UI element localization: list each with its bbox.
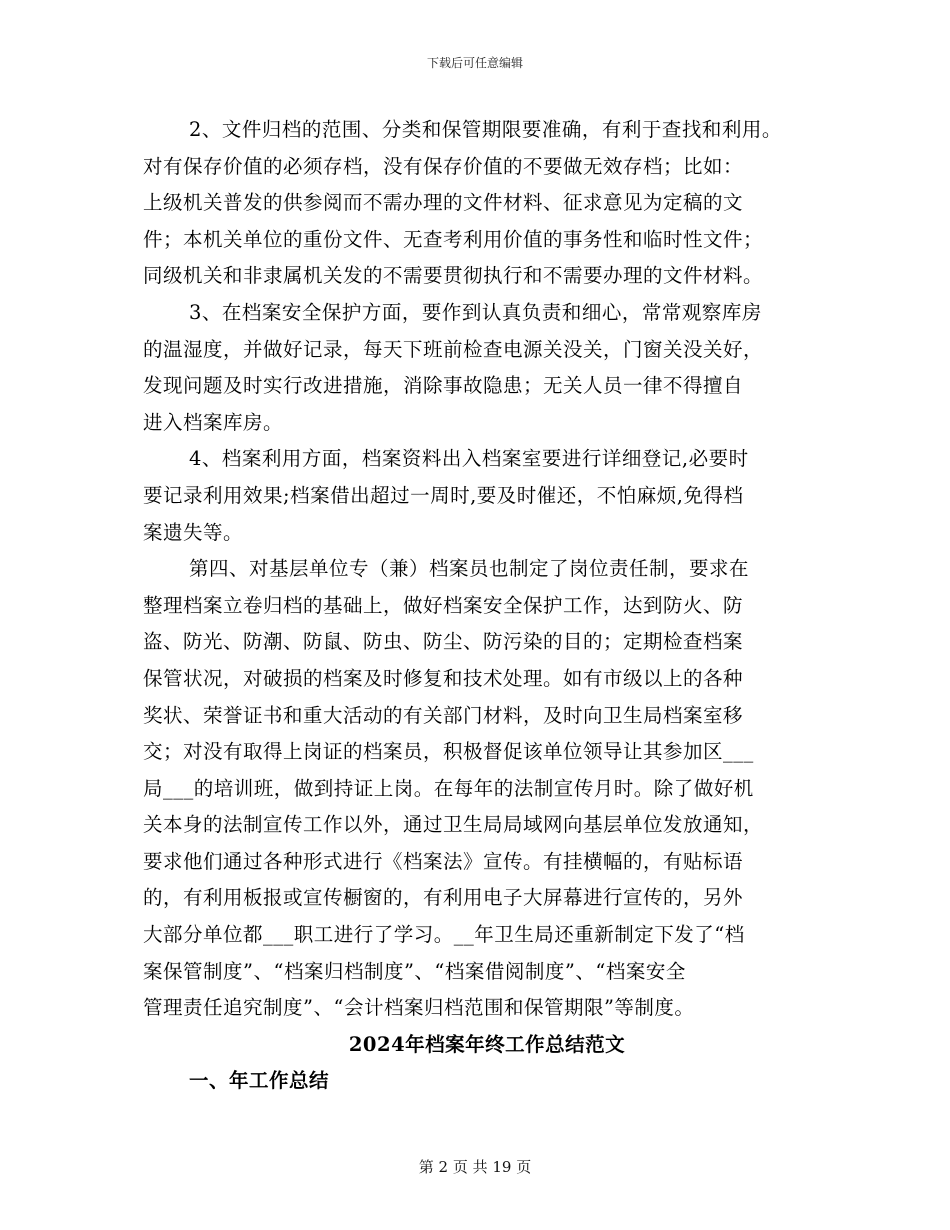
text-line: 第四、对基层单位专（兼）档案员也制定了岗位责任制，要求在 bbox=[189, 557, 750, 581]
paragraph-fourth bbox=[143, 551, 823, 1027]
text-line: 局___的培训班，做到持证上岗。在每年的法制宣传月时。除了做好机 bbox=[143, 776, 754, 800]
paragraph-item-2 bbox=[143, 112, 823, 295]
text-line: 4、档案利用方面，档案资料出入档案室要进行详细登记,必要时 bbox=[189, 447, 749, 471]
text-line: 整理档案立卷归档的基础上，做好档案安全保护工作，达到防火、防 bbox=[143, 593, 744, 617]
text-line: 大部分单位都___职工进行了学习。__年卫生局还重新制定下发了“档 bbox=[143, 923, 745, 947]
text-line: 交；对没有取得上岗证的档案员，积极督促该单位领导让其参加区___ bbox=[143, 740, 754, 764]
paragraph-item-3 bbox=[143, 295, 823, 441]
text-line: 奖状、荣誉证书和重大活动的有关部门材料，及时向卫生局档案室移 bbox=[143, 703, 744, 727]
text-line: 对有保存价值的必须存档，没有保存价值的不要做无效存档；比如： bbox=[143, 154, 744, 178]
text-line: 保管状况，对破损的档案及时修复和技术处理。如有市级以上的各种 bbox=[143, 666, 744, 690]
text-line: 上级机关普发的供参阅而不需办理的文件材料、征求意见为定稿的文 bbox=[143, 191, 744, 215]
header-note: 下载后可任意编辑 bbox=[426, 56, 523, 70]
text-line: 2、文件归档的范围、分类和保管期限要准确，有利于查找和利用。 bbox=[189, 118, 782, 141]
text-line: 进入档案库房。 bbox=[143, 410, 284, 434]
text-line: 要记录利用效果;档案借出超过一周时,要及时催还，不怕麻烦,免得档 bbox=[143, 483, 744, 507]
document-title: 2024年档案年终工作总结范文 bbox=[348, 1032, 626, 1056]
text-line: 件；本机关单位的重份文件、无查考利用价值的事务性和临时性文件； bbox=[143, 227, 764, 251]
paragraph-item-4 bbox=[143, 441, 823, 551]
text-line: 发现问题及时实行改进措施，消除事故隐患；无关人员一律不得擅自 bbox=[143, 374, 744, 398]
text-line: 管理责任追究制度”、“会计档案归档范围和保管期限”等制度。 bbox=[143, 996, 695, 1020]
text-line: 案遗失等。 bbox=[143, 520, 244, 544]
document-body bbox=[143, 112, 823, 1100]
section-heading: 一、年工作总结 bbox=[189, 1069, 330, 1093]
text-line: 的，有利用板报或宣传橱窗的，有利用电子大屏幕进行宣传的，另外 bbox=[143, 886, 744, 910]
text-line: 3、在档案安全保护方面，要作到认真负责和细心，常常观察库房 bbox=[189, 300, 762, 324]
text-line: 盗、防光、防潮、防鼠、防虫、防尘、防污染的目的；定期检查档案 bbox=[143, 630, 744, 654]
text-line: 同级机关和非隶属机关发的不需要贯彻执行和不需要办理的文件材料。 bbox=[143, 264, 764, 288]
page-number: 第 2 页 共 19 页 bbox=[418, 1158, 532, 1176]
text-line: 要求他们通过各种形式进行《档案法》宣传。有挂横幅的，有贴标语 bbox=[143, 849, 744, 873]
text-line: 关本身的法制宣传工作以外，通过卫生局局域网向基层单位发放通知， bbox=[143, 813, 764, 837]
text-line: 案保管制度”、“档案归档制度”、“档案借阅制度”、“档案安全 bbox=[143, 959, 686, 983]
text-line: 的温湿度，并做好记录，每天下班前检查电源关没关，门窗关没关好， bbox=[143, 337, 764, 361]
